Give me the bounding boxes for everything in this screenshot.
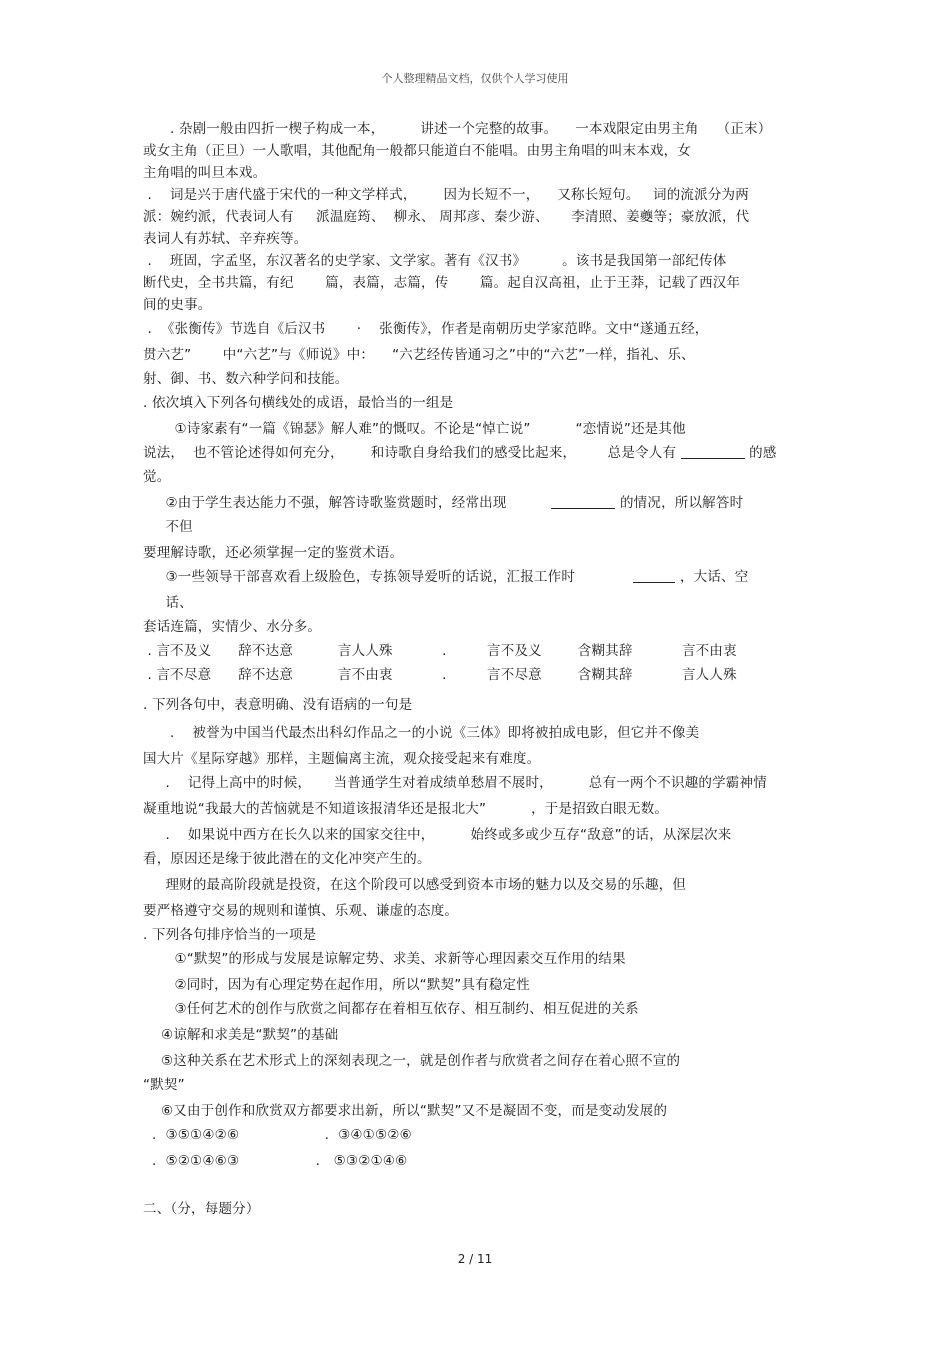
text-line: 主角唱的叫旦本戏。 — [143, 165, 267, 181]
text-line: ③一些领导干部喜欢看上级脸色，专拣领导爱听的话说，汇报工作时 ，大话、空 — [143, 569, 749, 585]
text-line: 国大片《星际穿越》那样，主题偏离主流，观众接受起来有难度。 — [143, 751, 541, 767]
text-line: 或女主角（正旦）一人歌唱，其他配角一般都只能道白不能唱。由男主角唱的叫末本戏，女 — [143, 143, 691, 159]
text-line: . 言不及义 辞不达意 言人人殊 . 言不及义 含糊其辞 言不由衷 — [143, 643, 737, 659]
text-line: . 下列各句中，表意明确、没有语病的一句是 — [143, 697, 413, 713]
text-line: . 杂剧一般由四折一楔子构成一本， 讲述一个完整的故事。 一本戏限定由男主角 （正末） — [143, 121, 772, 137]
text-line: 派：婉约派，代表词人有 派温庭筠、 柳永、 周邦彦、秦少游、 李清照、姜夔等；豪放派，代 — [143, 209, 750, 225]
text-line: 表词人有苏轼、辛弃疾等。 — [143, 231, 308, 247]
text-line: ③任何艺术的创作与欣赏之间都存在着相互依存、相互制约、相互促进的关系 — [143, 1001, 639, 1017]
text-line: 说法， 也不管论述得如何充分， 和诗歌自身给我们的感受比起来， 总是令人有 的感 — [143, 445, 777, 461]
text-line: 不但 — [143, 519, 193, 535]
text-line: ①诗家素有“一篇《锦瑟》解人难”的慨叹。不论是“悼亡说” “恋情说”还是其他 — [143, 421, 686, 437]
text-line: 要严格遵守交易的规则和谨慎、乐观、谦虚的态度。 — [143, 903, 459, 919]
text-line: 话、 — [143, 595, 193, 611]
text-line: ⑤这种关系在艺术形式上的深刻表现之一，就是创作者与欣赏者之间存在着心照不宣的 — [143, 1053, 681, 1069]
text-line: 断代史，全书共篇，有纪 篇，表篇，志篇，传 篇。起自汉高祖，止于王莽，记载了西汉年 — [143, 275, 741, 291]
text-line: ①“默契”的形成与发展是谅解定势、求美、求新等心理因素交互作用的结果 — [143, 951, 626, 967]
text-line: . 下列各句排序恰当的一项是 — [143, 927, 317, 943]
text-line: 要理解诗歌，还必须掌握一定的鉴赏术语。 — [143, 545, 404, 561]
text-line: ②由于学生表达能力不强，解答诗歌鉴赏题时，经常出现 的情况，所以解答时 — [143, 495, 744, 511]
text-line: 间的史事。 — [143, 297, 212, 313]
text-line: . 记得上高中的时候， 当普通学生对着成绩单愁眉不展时， 总有一两个不识趣的学霸神情 — [143, 775, 767, 791]
text-line: 理财的最高阶段就是投资，在这个阶段可以感受到资本市场的魅力以及交易的乐趣，但 — [143, 877, 687, 893]
text-line: 看，原因还是缘于彼此潜在的文化冲突产生的。 — [143, 851, 431, 867]
text-line: . 被誉为中国当代最杰出科幻作品之一的小说《三体》即将被拍成电影，但它并不像美 — [143, 725, 700, 741]
text-line: “默契” — [143, 1077, 185, 1093]
page-number: 2 / 11 — [457, 1252, 493, 1266]
fill-in-blank — [681, 444, 745, 459]
text-line: ④谅解和求美是“默契”的基础 — [143, 1027, 339, 1043]
text-line: 觉。 — [143, 469, 171, 485]
fill-in-blank — [551, 494, 615, 509]
text-line: ②同时，因为有心理定势在起作用，所以“默契”具有稳定性 — [143, 977, 530, 993]
text-line: . 《张衡传》节选自《后汉书 · 张衡传》，作者是南朝历史学家范晔。文中“遂通五经， — [143, 321, 709, 337]
fill-in-blank — [633, 568, 675, 583]
text-line: 贯六艺” 中“六艺”与《师说》中： “六艺经传皆通习之”中的“六艺”一样，指礼、乐、 — [143, 347, 695, 363]
text-line: . 依次填入下列各句横线处的成语，最恰当的一组是 — [143, 395, 454, 411]
text-line: . 班固，字孟坚，东汉著名的史学家、文学家。著有《汉书》 。该书是我国第一部纪传体 — [143, 253, 727, 269]
text-line: . 言不尽意 辞不达意 言不由衷 . 言不尽意 含糊其辞 言人人殊 — [143, 667, 737, 683]
text-line: . 词是兴于唐代盛于宋代的一种文学样式， 因为长短不一， 又称长短句。 词的流派分为两 — [143, 187, 749, 203]
page-header: 个人整理精品文档，仅供个人学习使用 — [381, 72, 569, 85]
text-line: ⑥又由于创作和欣赏双方都要求出新，所以“默契”又不是凝固不变，而是变动发展的 — [143, 1103, 668, 1119]
text-line: . ③⑤①④②⑥ . ③④①⑤②⑥ — [143, 1127, 412, 1143]
text-line: . 如果说中西方在长久以来的国家交往中， 始终或多或少互存“敌意”的话，从深层次来 — [143, 827, 732, 843]
text-line: 套话连篇，实情少、水分多。 — [143, 619, 322, 635]
text-line: 凝重地说“我最大的苦恼就是不知道该报清华还是报北大” ，于是招致白眼无数。 — [143, 801, 669, 817]
text-line: . ⑤②①④⑥③ . ⑤③②①④⑥ — [143, 1153, 408, 1169]
text-line: 射、御、书、数六种学问和技能。 — [143, 371, 349, 387]
text-line: 二、（分，每题分） — [143, 1201, 260, 1217]
